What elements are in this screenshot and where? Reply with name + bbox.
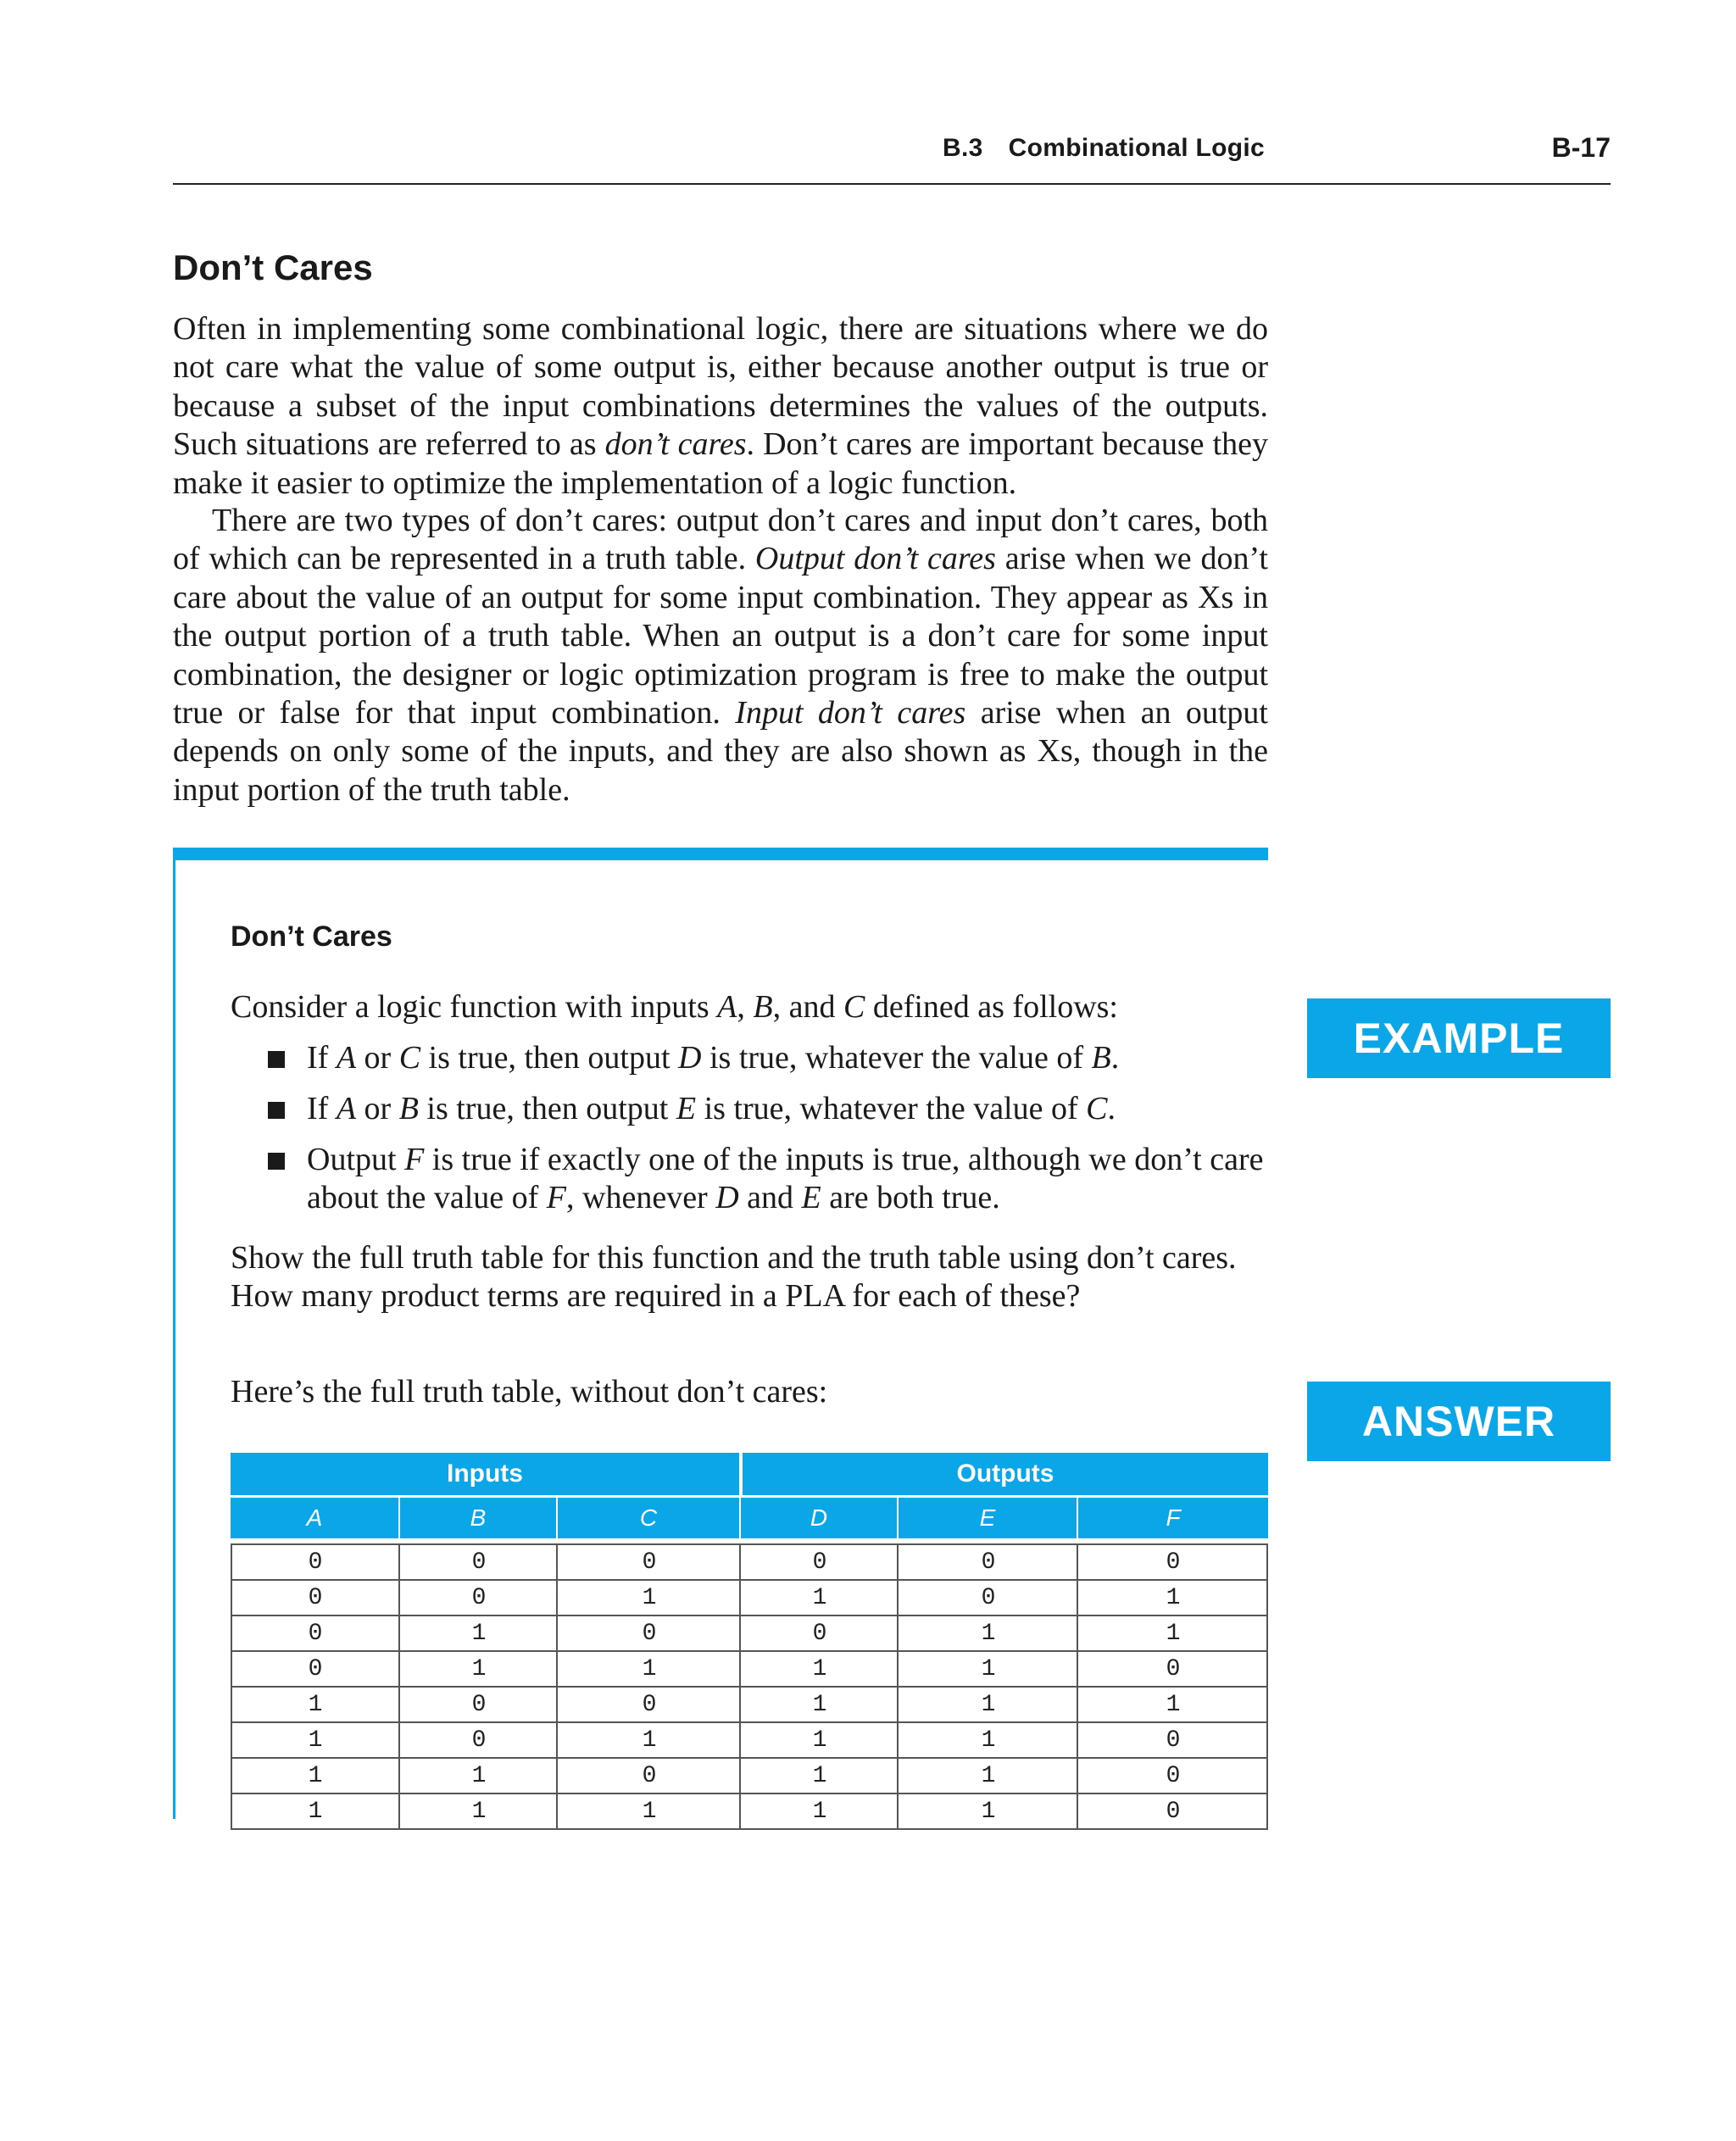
table-cell: 1 bbox=[739, 1794, 899, 1828]
table-cell: 1 bbox=[556, 1581, 741, 1615]
table-row bbox=[232, 1545, 1266, 1581]
table-cell: 1 bbox=[897, 1688, 1078, 1721]
bullet-square-icon bbox=[268, 1051, 285, 1068]
table-cell: 1 bbox=[897, 1794, 1078, 1828]
table-cell: 1 bbox=[897, 1652, 1078, 1686]
table-cell: 0 bbox=[398, 1723, 558, 1757]
table-cell: 0 bbox=[556, 1545, 741, 1579]
table-cell: 0 bbox=[1077, 1723, 1268, 1757]
truth-table bbox=[231, 1453, 1268, 1830]
body-paragraph-2: There are two types of don’t cares: output don’t cares and input don’t cares, both of which can be represented in a truth table. Output don’t cares arise when we don’t care about the value of an output for some input combination. They appear as Xs in the output portion of a truth table. When an output is a don’t care for some input combination, the designer or logic optimization program is free to make the output true or false for that input combination. Input don’t cares arise when an output depends on only some of the inputs, and they are also shown as Xs, though in the input portion of the truth table. bbox=[173, 503, 1268, 808]
table-column-header-c: C bbox=[558, 1498, 739, 1538]
table-cell: 1 bbox=[739, 1652, 899, 1686]
table-row bbox=[232, 1688, 1266, 1723]
table-cell: 0 bbox=[556, 1688, 741, 1721]
table-cell: 0 bbox=[1077, 1759, 1268, 1793]
table-cell: 0 bbox=[308, 1584, 323, 1611]
table-cell: 0 bbox=[308, 1655, 323, 1682]
table-cell: 1 bbox=[398, 1652, 558, 1686]
table-cell: 0 bbox=[556, 1759, 741, 1793]
example-box-top-rule bbox=[173, 848, 1268, 860]
table-column-header-f: F bbox=[1078, 1498, 1268, 1538]
table-cell: 0 bbox=[308, 1620, 323, 1647]
bullet-square-icon bbox=[268, 1102, 285, 1119]
example-intro: Consider a logic function with inputs A, B, and C defined as follows: bbox=[231, 989, 1118, 1025]
table-group-header-row bbox=[231, 1453, 1268, 1495]
table-row bbox=[232, 1723, 1266, 1759]
table-row bbox=[232, 1794, 1266, 1830]
table-body bbox=[231, 1543, 1268, 1830]
header-section-number: B.3 bbox=[943, 134, 983, 162]
table-cell: 0 bbox=[897, 1545, 1078, 1579]
table-cell: 1 bbox=[556, 1794, 741, 1828]
table-cell: 1 bbox=[556, 1723, 741, 1757]
example-question: Show the full truth table for this function and the truth table using don’t cares. How many product terms are required in a PLA for each of these? bbox=[231, 1240, 1237, 1315]
table-cell: 0 bbox=[739, 1545, 899, 1579]
table-row bbox=[232, 1652, 1266, 1688]
header-section bbox=[943, 134, 1265, 163]
answer-label: ANSWER bbox=[1307, 1382, 1611, 1461]
table-cell: 1 bbox=[556, 1652, 741, 1686]
table-cell: 1 bbox=[1077, 1581, 1268, 1615]
table-cell: 1 bbox=[398, 1759, 558, 1793]
table-cell: 0 bbox=[1077, 1545, 1268, 1579]
table-cell: 0 bbox=[1077, 1652, 1268, 1686]
table-cell: 1 bbox=[739, 1759, 899, 1793]
table-group-header-inputs: Inputs bbox=[231, 1453, 739, 1495]
table-column-header-row bbox=[231, 1498, 1268, 1538]
table-cell: 1 bbox=[739, 1723, 899, 1757]
running-header bbox=[173, 129, 1611, 185]
table-cell: 0 bbox=[398, 1581, 558, 1615]
answer-intro: Here’s the full truth table, without don’t cares: bbox=[231, 1374, 828, 1410]
page-number: B-17 bbox=[1551, 132, 1611, 163]
table-cell: 1 bbox=[308, 1762, 323, 1789]
table-cell: 1 bbox=[398, 1616, 558, 1650]
table-column-header-a: A bbox=[231, 1498, 398, 1538]
table-cell: 0 bbox=[398, 1688, 558, 1721]
body-paragraph-1: Often in implementing some combinational logic, there are situations where we do not care what the value of some output is, either because another output is true or because a subset of the input combinations determines the values of the outputs. Such situations are referred to as don’t cares. Don’t cares are important because they make it easier to optimize the implementation of a logic function. bbox=[173, 311, 1268, 501]
table-cell: 0 bbox=[556, 1616, 741, 1650]
header-section-title: Combinational Logic bbox=[1008, 134, 1265, 162]
table-row bbox=[232, 1581, 1266, 1616]
table-cell: 0 bbox=[739, 1616, 899, 1650]
table-column-header-b: B bbox=[400, 1498, 556, 1538]
table-cell: 1 bbox=[1077, 1616, 1268, 1650]
example-box-left-rule bbox=[173, 848, 175, 1819]
table-column-header-e: E bbox=[899, 1498, 1077, 1538]
table-cell: 1 bbox=[897, 1616, 1078, 1650]
bullet-text: Output F is true if exactly one of the inputs is true, although we don’t care about the value of F, whenever D and E are both true. bbox=[307, 1142, 1264, 1216]
table-cell: 1 bbox=[398, 1794, 558, 1828]
table-cell: 1 bbox=[739, 1581, 899, 1615]
table-cell: 1 bbox=[897, 1759, 1078, 1793]
example-title: Don’t Cares bbox=[231, 920, 392, 953]
table-row bbox=[232, 1759, 1266, 1794]
bullet-square-icon bbox=[268, 1153, 285, 1170]
bullet-text: If A or B is true, then output E is true, whatever the value of C. bbox=[307, 1091, 1116, 1126]
table-row bbox=[232, 1616, 1266, 1652]
table-cell: 1 bbox=[897, 1723, 1078, 1757]
section-heading: Don’t Cares bbox=[173, 247, 373, 287]
bullet-text: If A or C is true, then output D is true, whatever the value of B. bbox=[307, 1040, 1120, 1076]
table-cell: 1 bbox=[308, 1727, 323, 1754]
table-cell: 1 bbox=[308, 1691, 323, 1718]
table-cell: 0 bbox=[1077, 1794, 1268, 1828]
table-cell: 1 bbox=[739, 1688, 899, 1721]
table-group-header-outputs: Outputs bbox=[743, 1453, 1268, 1495]
table-cell: 0 bbox=[398, 1545, 558, 1579]
table-cell: 1 bbox=[1077, 1688, 1268, 1721]
table-cell: 1 bbox=[308, 1798, 323, 1825]
table-cell: 0 bbox=[897, 1581, 1078, 1615]
table-column-header-d: D bbox=[741, 1498, 897, 1538]
table-cell: 0 bbox=[308, 1549, 323, 1576]
example-label: EXAMPLE bbox=[1307, 998, 1611, 1078]
